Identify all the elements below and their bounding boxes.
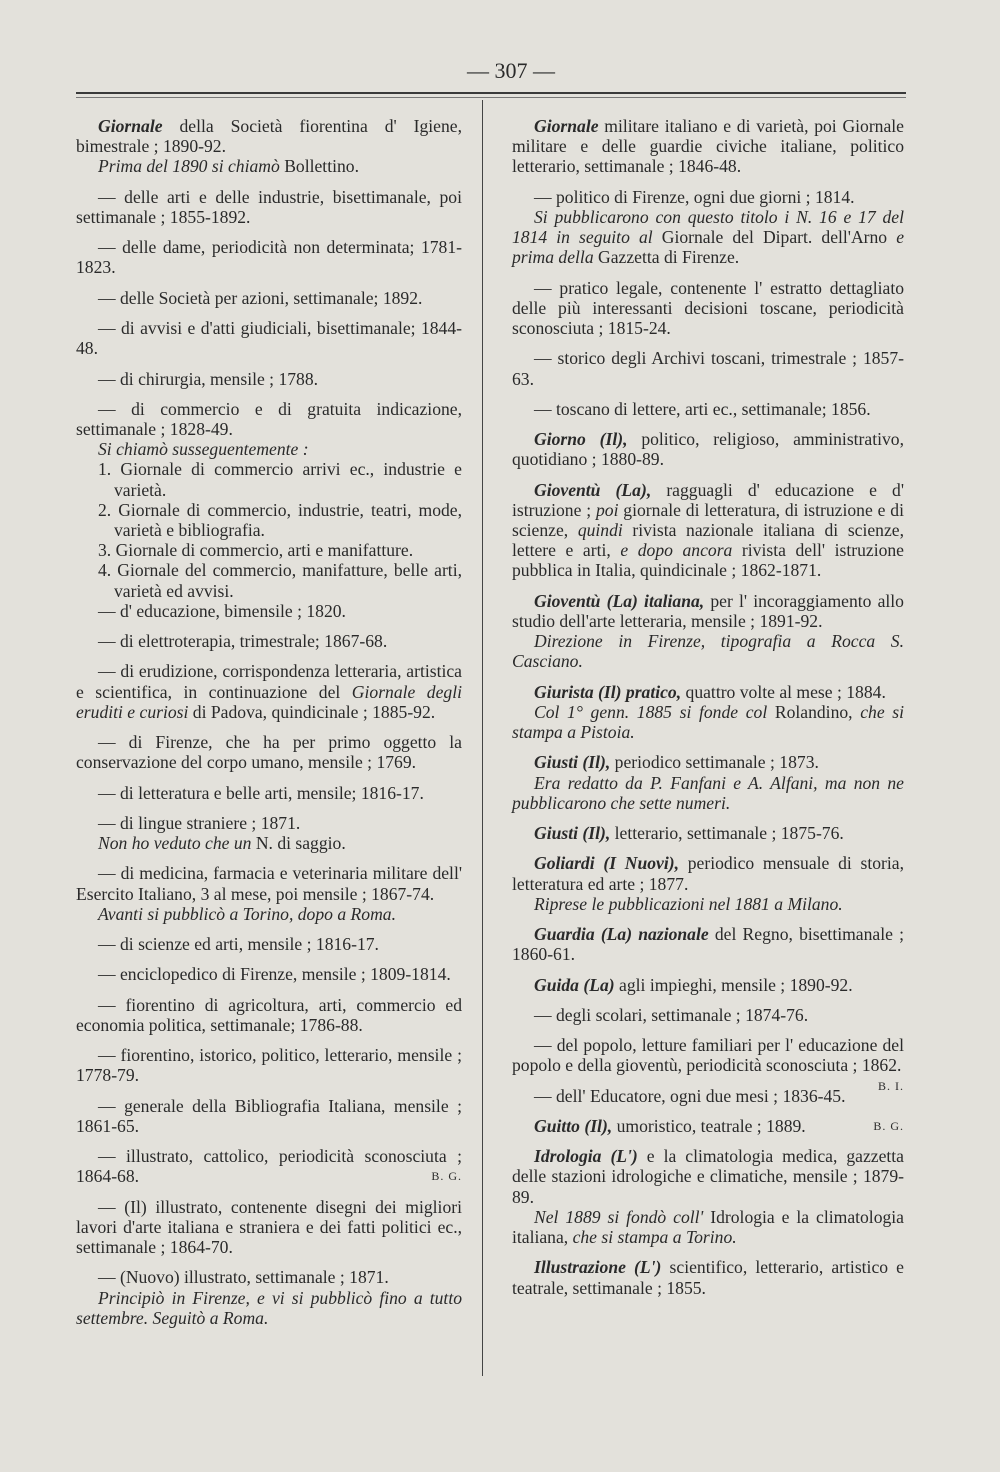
- entry-note: Riprese le pubblicazioni nel 1881 a Milano.: [534, 893, 843, 914]
- note-italic: Prima del 1890 si chiamò: [98, 156, 280, 177]
- entry-headword: Goliardi (I Nuovi),: [534, 853, 680, 874]
- entry: [512, 975, 904, 995]
- entry: [512, 429, 904, 469]
- entry-text: rivista dell' istruzione pubblica in Italia, quindicinale ; 1862-1871.: [512, 540, 904, 581]
- entry: [512, 682, 904, 702]
- entry: — di letteratura e belle arti, mensile; 1816-17.: [98, 782, 424, 803]
- entry-text: periodico mensuale di storia, letteratura ed arte ; 1877.: [512, 853, 904, 894]
- entry: — fiorentino, istorico, politico, letterario, mensile ; 1778-79.: [76, 1045, 462, 1086]
- entry-text: rivista nazionale italiana di scienze, lettere e arti,: [512, 520, 904, 561]
- entry-text: — illustrato, cattolico, periodicità sconosciuta ; 1864-68.: [76, 1146, 462, 1187]
- entry: [512, 116, 904, 177]
- signature: B. G.: [873, 1118, 904, 1133]
- note-italic: Si pubblicarono con questo titolo i N. 16 e 17 del 1814 in seguito al: [512, 206, 904, 248]
- entry-note: Direzione in Firenze, tipografia a Rocca S. Casciano.: [512, 631, 904, 672]
- page-number: — 307 —: [467, 58, 555, 83]
- entry-text: per l' incoraggiamento allo studio dell'arte letteraria, mensile ; 1891-92.: [512, 590, 904, 631]
- entry-text: agli impieghi, mensile ; 1890-92.: [614, 974, 853, 995]
- entry-note: [512, 207, 904, 268]
- entry-headword: Guardia (La) nazionale: [534, 924, 709, 945]
- entry-text: militare italiano e di varietà, poi Giornale militare e delle guardie civiche italiane, politico letterario, settimanale ; 1846-48.: [512, 116, 904, 177]
- entry-note: Si chiamò susseguentemente :: [98, 439, 309, 460]
- entry-note: [512, 1207, 904, 1247]
- entry-text: giornale di letteratura, di istruzione e di scienze,: [512, 499, 904, 541]
- entry: [512, 1257, 904, 1297]
- entry-note: Era redatto da P. Fanfani e A. Alfani, ma non ne pubblicarono che sette numeri.: [512, 772, 904, 813]
- entry-text: di Padova, quindicinale ; 1885-92.: [188, 701, 436, 722]
- entry-text: del Regno, bisettimanale ; 1860-61.: [512, 924, 904, 965]
- entry-headword: Guitto (Il),: [534, 1115, 613, 1136]
- entry-note: Avanti si pubblicò a Torino, dopo a Roma.: [98, 903, 396, 924]
- header-rule: [76, 92, 906, 94]
- entry: — di Firenze, che ha per primo oggetto la conservazione del corpo umano, mensile ; 1769.: [76, 732, 462, 773]
- entry-text: quattro volte al mese ; 1884.: [681, 681, 886, 702]
- entry: [512, 1035, 904, 1093]
- entry: [512, 853, 904, 893]
- entry-text: della Società fiorentina d' Igiene, bimestrale ; 1890-92.: [76, 116, 462, 157]
- entry: — d' educazione, bimensile ; 1820.: [98, 600, 346, 621]
- entry-text: periodico settimanale ; 1873.: [610, 752, 819, 773]
- entry: [512, 924, 904, 964]
- entry-text: ragguagli d' educazione e d' istruzione ;: [512, 479, 905, 520]
- entry: [512, 1146, 904, 1207]
- entry: [76, 116, 462, 156]
- entry-headword: Giusti (Il),: [534, 752, 611, 773]
- entry-text: umoristico, teatrale ; 1889.: [612, 1115, 806, 1136]
- note-text: N. di saggio.: [251, 833, 346, 854]
- entry: [512, 823, 904, 843]
- entry: — (Il) illustrato, contenente disegni dei migliori lavori d'arte italiana e straniera e dei fatti politici ec., settimanale ; 1864-70.: [76, 1196, 462, 1258]
- entry: — degli scolari, settimanale ; 1874-76.: [534, 1004, 809, 1025]
- entry-text: politico, religioso, amministrativo, quotidiano ; 1880-89.: [512, 429, 904, 470]
- list-item: 4. Giornale del commercio, manifatture, belle arti, varietà ed avvisi.: [98, 560, 462, 601]
- signature: B. G.: [431, 1169, 462, 1184]
- entry: — di lingue straniere ; 1871.: [98, 812, 301, 833]
- entry: — toscano di lettere, arti ec., settimanale; 1856.: [534, 398, 871, 419]
- right-column: [512, 116, 904, 1298]
- note-italic: che si stampa a Torino.: [572, 1227, 737, 1248]
- note-text: Bollettino.: [279, 156, 359, 177]
- entry: — enciclopedico di Firenze, mensile ; 1809-1814.: [98, 964, 451, 985]
- note-text: Rolandino,: [767, 701, 861, 722]
- entry-headword: Giornale: [98, 116, 163, 136]
- note-italic: Non ho veduto che un: [98, 833, 252, 854]
- entry-headword: Illustrazione (L'): [534, 1257, 662, 1278]
- entry-note: [76, 833, 462, 853]
- note-text: Idrologia e la climatologia italiana,: [512, 1206, 904, 1248]
- note-italic: e prima della: [512, 227, 905, 268]
- entry: — fiorentino di agricoltura, arti, commercio ed economia politica, settimanale; 1786-88.: [76, 994, 462, 1035]
- entry-headword: Giusti (Il),: [534, 823, 611, 844]
- entry: — delle arti e delle industrie, bisettimanale, poi settimanale ; 1855-1892.: [76, 186, 462, 227]
- entry-text: scientifico, letterario, artistico e teatrale, settimanale ; 1855.: [512, 1257, 904, 1298]
- list-item: 1. Giornale di commercio arrivi ec., industrie e varietà.: [98, 459, 462, 500]
- entry-headword: Guida (La): [534, 974, 615, 995]
- entry-headword: Giornale: [534, 116, 599, 136]
- entry: — delle Società per azioni, settimanale; 1892.: [98, 287, 423, 308]
- entry-italic: poi: [595, 499, 619, 520]
- entry: [512, 1116, 904, 1136]
- entry: — pratico legale, contenente l' estratto dettagliato delle più interessanti decisioni toscane, periodicità sconosciuta ; 1815-24.: [512, 277, 904, 339]
- note-italic: Col 1° genn. 1885 si fonde col: [534, 701, 768, 722]
- entry-headword: Gioventù (La) italiana,: [534, 590, 705, 611]
- entry-note: [512, 702, 904, 742]
- entry-note: Principiò in Firenze, e vi si pubblicò fino a tutto settembre. Seguitò a Roma.: [76, 1287, 462, 1328]
- entry-italic: quindi: [577, 520, 623, 541]
- entry: — dell' Educatore, ogni due mesi ; 1836-45.: [534, 1085, 846, 1106]
- left-column: [76, 116, 462, 1328]
- entry: — di medicina, farmacia e veterinaria militare dell' Esercito Italiano, 3 al mese, poi mensile ; 1867-74.: [76, 863, 462, 904]
- entry: — di scienze ed arti, mensile ; 1816-17.: [98, 934, 379, 955]
- list-item: 2. Giornale di commercio, industrie, teatri, mode, varietà e bibliografia.: [98, 499, 462, 541]
- entry: [512, 752, 904, 772]
- entry-text: — di erudizione, corrispondenza letteraria, artistica e scientifica, in continuazione del: [76, 661, 462, 702]
- entry-note: [76, 156, 462, 176]
- entry-headword: Idrologia (L'): [534, 1146, 638, 1167]
- note-text: Giornale del Dipart. dell'Arno: [652, 227, 897, 248]
- entry-text: e la climatologia medica, gazzetta delle stazioni idrologiche e climatiche, mensile ; 1879-89.: [512, 1146, 904, 1207]
- column-divider: [482, 100, 483, 1376]
- entry-headword: Giurista (Il) pratico,: [534, 681, 682, 702]
- list-item: 3. Giornale di commercio, arti e manifatture.: [98, 540, 414, 561]
- entry: — delle dame, periodicità non determinata; 1781-1823.: [76, 237, 462, 278]
- entry: — di avvisi e d'atti giudiciali, bisettimanale; 1844-48.: [76, 318, 462, 359]
- entry-italic: e dopo ancora: [620, 540, 733, 561]
- entry: [76, 661, 462, 722]
- entry: — di elettroterapia, trimestrale; 1867-68.: [98, 631, 388, 652]
- entry-headword: Gioventù (La),: [534, 479, 652, 500]
- entry-text: letterario, settimanale ; 1875-76.: [610, 823, 844, 844]
- entry: — di chirurgia, mensile ; 1788.: [98, 368, 319, 389]
- entry: — generale della Bibliografia Italiana, mensile ; 1861-65.: [76, 1095, 462, 1136]
- entry: — storico degli Archivi toscani, trimestrale ; 1857-63.: [512, 348, 904, 389]
- entry-headword: Giorno (Il),: [534, 429, 628, 450]
- entry-italic: Giornale degli eruditi e curiosi: [76, 681, 462, 722]
- entry: — politico di Firenze, ogni due giorni ; 1814.: [534, 186, 855, 207]
- note-text: Gazzetta di Firenze.: [593, 247, 740, 268]
- note-italic: Nel 1889 si fondò coll': [534, 1206, 704, 1227]
- signature: B. I.: [878, 1078, 904, 1093]
- note-italic: che si stampa a Pistoia.: [512, 701, 905, 743]
- entry: [512, 591, 904, 631]
- entry-text: — del popolo, letture familiari per l' educazione del popolo e della gioventù, periodicità sconosciuta ; 1862.: [512, 1035, 904, 1076]
- entry: [76, 1146, 462, 1186]
- entry: [512, 480, 904, 581]
- header-rule-thin: [76, 97, 906, 98]
- entry: — di commercio e di gratuita indicazione, settimanale ; 1828-49.: [76, 398, 462, 439]
- entry: — (Nuovo) illustrato, settimanale ; 1871.: [98, 1267, 389, 1288]
